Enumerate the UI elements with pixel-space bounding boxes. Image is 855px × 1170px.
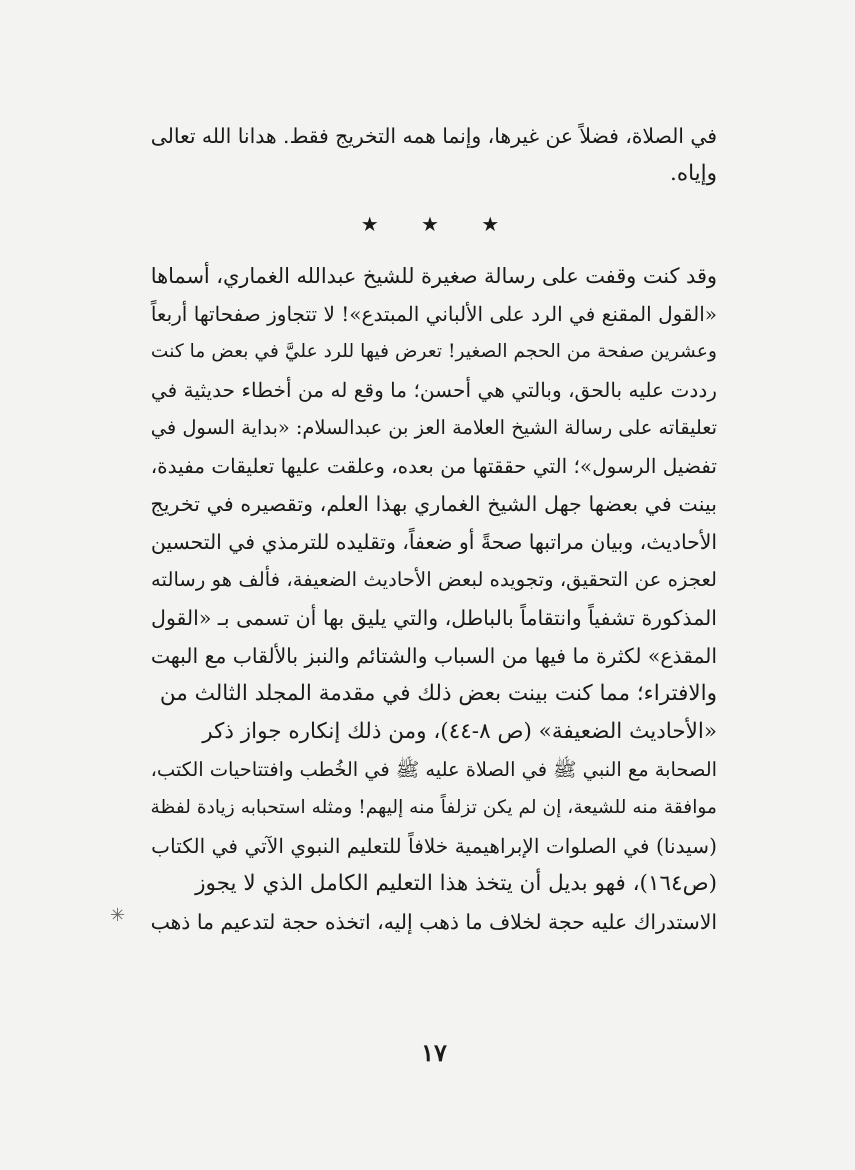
text-line: وإياه. xyxy=(670,161,717,186)
text-line: المقذع» لكثرة ما فيها من السباب والشتائم والنبز بالألقاب مع البهت xyxy=(150,644,717,668)
page-number: ١٧ xyxy=(421,1038,447,1067)
paragraph-2 xyxy=(139,257,717,941)
text-line: رددت عليه بالحق، وبالتي هي أحسن؛ ما وقع له من أخطاء حديثية في xyxy=(150,378,717,402)
text-line: موافقة منه للشيعة، إن لم يكن تزلفاً منه إليهم! ومثله استحبابه زيادة لفظة xyxy=(150,797,717,818)
text-line: وعشرين صفحة من الحجم الصغير! تعرض فيها للرد عليَّ في بعض ما كنت xyxy=(150,341,717,362)
text-line: تعليقاته على رسالة الشيخ العلامة العز بن عبدالسلام: «بداية السول في xyxy=(150,416,717,439)
text-line: الأحاديث، وبيان مراتبها صحةً أو ضعفاً، وتقليده للترمذي في التحسين xyxy=(150,530,717,554)
text-line: «الأحاديث الضعيفة» (ص ٨-٤٤)، ومن ذلك إنكاره جواز ذكر xyxy=(202,719,717,744)
margin-asterisk-icon: ✳ xyxy=(110,905,126,926)
paragraph-1 xyxy=(139,117,717,193)
text-line: تفضيل الرسول»؛ التي حققتها من بعده، وعلقت عليها تعليقات مفيدة، xyxy=(150,454,717,478)
text-line: لعجزه عن التحقيق، وتجويده لبعض الأحاديث الضعيفة، فألف هو رسالته xyxy=(150,568,717,591)
text-line: وقد كنت وقفت على رسالة صغيرة للشيخ عبدالله الغماري، أسماها xyxy=(150,264,717,288)
text-line: بينت في بعضها جهل الشيخ الغماري بهذا العلم، وتقصيره في تخريج xyxy=(150,492,717,516)
section-separator: ★ ★ ★ xyxy=(360,212,518,236)
text-line: الاستدراك عليه حجة لخلاف ما ذهب إليه، اتخذه حجة لتدعيم ما ذهب xyxy=(150,910,717,934)
text-line: الصحابة مع النبي ﷺ في الصلاة عليه ﷺ في الخُطب وافتتاحيات الكتب، xyxy=(150,758,717,781)
text-line: (سيدنا) في الصلوات الإبراهيمية خلافاً للتعليم النبوي الآتي في الكتاب xyxy=(151,834,717,858)
text-line: في الصلاة، فضلاً عن غيرها، وإنما همه التخريج فقط. هدانا الله تعالى xyxy=(150,124,717,148)
text-line: المذكورة تشفياً وانتقاماً بالباطل، والتي يليق بها أن تسمى بـ «القول xyxy=(151,606,717,630)
text-line: والافتراء؛ مما كنت بينت بعض ذلك في مقدمة المجلد الثالث من xyxy=(159,681,717,706)
text-line: (ص١٦٤)، فهو بديل أن يتخذ هذا التعليم الكامل الذي لا يجوز xyxy=(195,871,717,896)
text-line: «القول المقنع في الرد على الألباني المبتدع»! لا تتجاوز صفحاتها أربعاً xyxy=(150,302,717,326)
